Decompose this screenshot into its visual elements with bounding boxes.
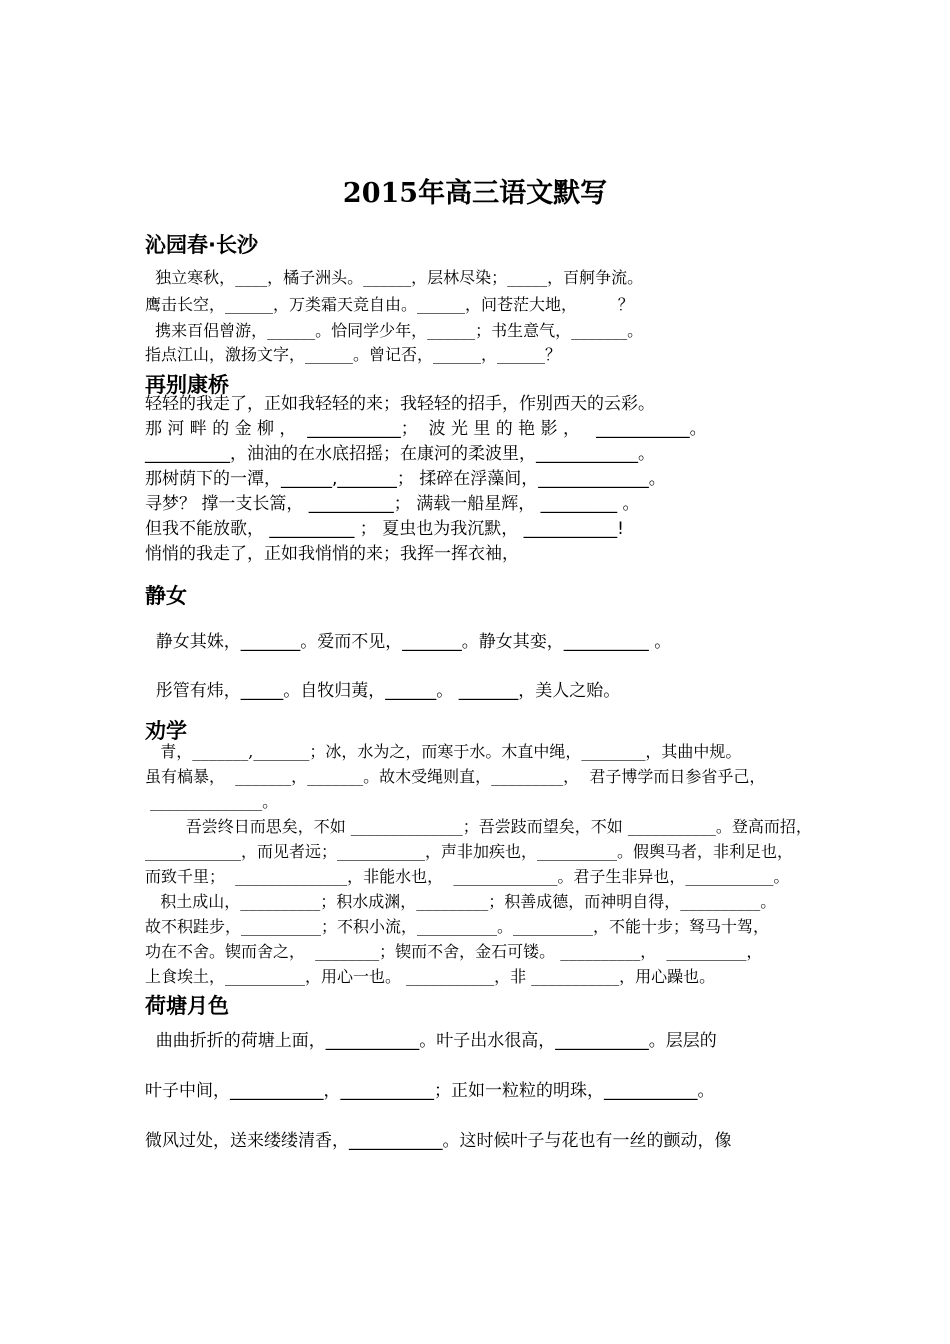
page-title: 2015年高三语文默写 bbox=[342, 178, 608, 209]
text-line: 积土成山，__________；积水成渊，_________；积善成德，而神明自得，__________。 bbox=[145, 892, 777, 911]
text-line: 那树荫下的一潭，______,_______； 揉碎在浮藻间，_____________。 bbox=[145, 469, 666, 489]
section-heading-quanxue: 劝学 bbox=[145, 719, 187, 743]
text-line: 指点江山，激扬文字，______。曾记否，______，______？ bbox=[145, 345, 562, 364]
text-line: 独立寒秋，____，橘子洲头。______，层林尽染；_____，百舸争流。 bbox=[145, 268, 644, 287]
section-heading-zaibiekangqiao: 再别康桥 bbox=[145, 373, 229, 397]
text-line: 微风过处，送来缕缕清香，___________。这时候叶子与花也有一丝的颤动，像 bbox=[145, 1131, 732, 1151]
text-line: 静女其姝，_______。爱而不见，_______。静女其娈，__________ 。 bbox=[145, 632, 672, 652]
text-line: 功在不舍。锲而舍之， ________；锲而不舍，金石可镂。 __________， __________， bbox=[145, 942, 763, 961]
text-line: ____________，而见者远；___________，声非加疾也，__________。假舆马者，非利足也， bbox=[145, 842, 794, 861]
text-line: 虽有槁暴， _______，_______。故木受绳则直，_________， 君子博学而日参省乎己， bbox=[145, 767, 766, 786]
text-line: ______________。 bbox=[145, 792, 279, 811]
text-line: 那 河 畔 的 金 柳 ， ___________； 波 光 里 的 艳 影 ， ___________。 bbox=[145, 419, 707, 439]
text-line: 上食埃土，__________，用心一也。 ___________，非 ___________，用心躁也。 bbox=[145, 967, 716, 986]
text-line: 青，_______,_______；冰，水为之，而寒于水。木直中绳，________，其曲中规。 bbox=[145, 742, 742, 761]
section-heading-hetangyuese: 荷塘月色 bbox=[145, 994, 229, 1018]
section-heading-qinyuanchun: 沁园春·长沙 bbox=[145, 233, 258, 257]
text-line: 彤管有炜，_____。自牧归荑，______。 _______，美人之贻。 bbox=[145, 681, 621, 701]
text-line: 故不积跬步，__________；不积小流，__________。__________，不能十步；驽马十驾， bbox=[145, 917, 770, 936]
text-line: 但我不能放歌， __________ ； 夏虫也为我沉默， ___________! bbox=[145, 519, 624, 539]
text-line: 寻梦？ 撑一支长篙， __________； 满载一船星辉， _________ 。 bbox=[145, 494, 640, 514]
section-heading-jingnv: 静女 bbox=[145, 584, 187, 608]
text-line: 曲曲折折的荷塘上面，___________。叶子出水很高，___________。层层的 bbox=[145, 1031, 717, 1051]
text-line: 而致千里； ______________，非能水也， _____________。君子生非异也，___________。 bbox=[145, 867, 790, 886]
text-line: 携来百侣曾游，______。恰同学少年，______；书生意气，_______。 bbox=[145, 321, 644, 340]
text-line: 轻轻的我走了，正如我轻轻的来；我轻轻的招手，作别西天的云彩。 bbox=[145, 394, 655, 414]
text-line: 悄悄的我走了，正如我悄悄的来；我挥一挥衣袖， bbox=[145, 544, 519, 564]
text-line: 吾尝终日而思矣，不如 ______________；吾尝跂而望矣，不如 ___________。登高而招， bbox=[145, 817, 812, 836]
text-line: __________，油油的在水底招摇；在康河的柔波里，____________。 bbox=[145, 444, 655, 464]
text-line: 鹰击长空，______，万类霜天竞自由。______，问苍茫大地， ？ bbox=[145, 295, 634, 314]
text-line: 叶子中间，___________，___________；正如一粒粒的明珠，___________。 bbox=[145, 1081, 715, 1101]
